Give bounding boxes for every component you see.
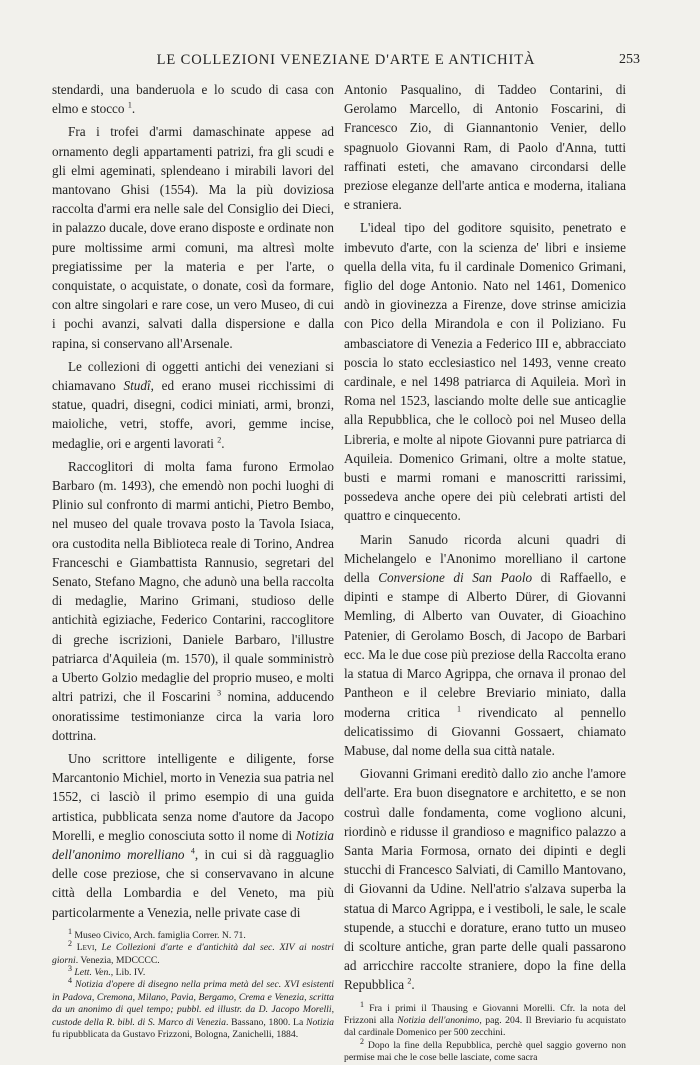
paragraph: Uno scrittore intelligente e diligente, forse Marcantonio Michiel, morto in Venezia sua patria nel 1552, ci lasciò il primo esempio di una guida artistica, pubblicata senza nome d'autore da Jacopo Morelli, e meglio conosciuta sotto il nome di Notizia dell'anonimo morelliano $^4$, in cui si dà ragguaglio delle cose preziose, che si conservavano in alcune città della Lombardia e del Veneto, ma più particolarmente a Venezia, nelle private case di — [52, 750, 335, 920]
footnotes — [52, 926, 335, 1042]
paragraph: Antonio Pasqualino, di Taddeo Contarini, di Gerolamo Marcello, di Antonio Foscarini, di Francesco Zio, di Giannantonio Venier, dello spagnuolo Giovanni Ram, di Paolo d'Anna, tutti raffinati esteti, che amavano circondarsi delle preziose eleganze dell'arte antica e moderna, italiana e straniera. — [344, 82, 626, 213]
left-column — [52, 80, 334, 1041]
paragraph: L'ideal tipo del goditore squisito, penetrato e imbevuto d'arte, con la scienza de' libri e insieme quella della vita, fu il cardinale Domenico Grimani, figlio del doge Antonio. Nato nel 1461, Domenico andò in giovinezza a Firenze, dove strinse amicizia con Pico della Mirandola e con il Poliziano. Fu ambasciatore di Venezia a Federico III e, abbracciato poscia lo stato ecclesiastico nel 1493, venne creato cardinale, e nel 1498 patriarca di Aquileia. Morì in Roma nel 1523, lasciando molte delle sue anticaglie alla Repubblica, che le collocò poi nel Museo della Libreria, e molte al nipote Giovanni pure patriarca di Aquileia. Domenico Grimani, oltre a molte statue, busti e marmi romani e manoscritti rarissimi, possedeva anche opere dei più celebrati artisti del quattro e cinquecento. — [344, 220, 626, 524]
footnote: $^1$ Museo Civico, Arch. famiglia Correr. N. 71. — [68, 926, 246, 941]
footnotes — [344, 999, 626, 1065]
paragraph: Fra i trofei d'armi damaschinate appese ad ornamento degli appartamenti patrizi, fra gli scudi e gli elmi ageminati, splendeano i mirabili lavori del mantovano Ghisi (1554). Ma la più doviziosa raccolta d'armi era nelle sale del Consiglio dei Dieci, in palazzo ducale, dove erano disposte e ordinate non pure moltissime armi comuni, ma altresì molte pregiatissime per la materia e per l'arte, o conquistate, o acquistate, o donate, così da formare, con altre singolari e rare cose, un vero Museo, di cui i pochi avanzi, salvati dalla dispersione e dalla rapina, si conservano all'Arsenale. — [52, 124, 334, 351]
footnote: $^4$ Notizia d'opere di disegno nella prima metà del sec. XVI esistenti in Padova, Cremona, Milano, Pavia, Bergamo, Crema e Venezia, scritta da un anonimo di quel tempo; pubbl. ed illustr. da D. Jacopo Morelli, custode della R. bibl. di S. Marco di Venezia. Bassano, 1800. La Notizia fu ripubblicata da Gustavo Frizzoni, Bologna, Zanichelli, 1884. — [52, 976, 335, 1040]
footnote: $^1$ Fra i primi il Thausing e Giovanni Morelli. Cfr. la nota del Frizzoni alla Notizia dell'anonimo, pag. 204. Il Breviario fu acquistato dal cardinale Domenico per 500 zecchini. — [344, 999, 626, 1039]
page-header — [52, 52, 640, 74]
right-column — [344, 80, 626, 1065]
footnote-ref[interactable]: 2 — [217, 435, 222, 445]
footnote-ref[interactable]: 1 — [456, 704, 461, 714]
footnote-ref[interactable]: 3 — [217, 688, 222, 698]
footnote: $^2$ Dopo la fine della Repubblica, perchè quel saggio governo non permise mai che le cose belle lasciate, come sacra — [344, 1036, 626, 1064]
paragraph: stendardi, una banderuola e lo scudo di casa con elmo e stocco $^1$. — [52, 82, 334, 117]
footnote: $^2$ Levi, Le Collezioni d'arte e d'antichità dal sec. XIV ai nostri giorni. Venezia, MDCCCC. — [52, 938, 334, 966]
paragraph: Le collezioni di oggetti antichi dei veneziani si chiamavano Studî, ed erano musei ricchissimi di statue, quadri, disegni, codici miniati, armi, bronzi, maioliche, vetri, stoffe, avori, gemme incise, medaglie, ori e argenti lavorati $^2$. — [52, 358, 334, 451]
footnote-ref[interactable]: 4 — [190, 846, 195, 856]
page-number: 253 — [619, 52, 640, 67]
paragraph: Marin Sanudo ricorda alcuni quadri di Michelangelo e l'Anonimo morelliano il cartone della Conversione di San Paolo di Raffaello, e dipinti e stampe di Alberto Dürer, di Giovanni Memling, di Alberto van Ouvater, di Gioachino Patenier, di Gerolamo Bosch, di Jacopo de Barbari ecc. Ma le due cose più preziose della Raccolta erano la statua di Marco Agrippa, che ornava il pronao del Pantheon e il celebre Breviario miniato, dalla moderna critica $^1$ rivendicato al pennello delicatissimo di Giovanni Gossaert, chiamato Mabuse, dal nome della sua città natale. — [344, 531, 627, 758]
footnote-ref[interactable]: 1 — [127, 100, 132, 110]
paragraph: Raccoglitori di molta fama furono Ermolao Barbaro (m. 1493), che emendò non pochi luoghi di Plinio sul confronto di marmi antichi, Pietro Bembo, nel museo del quale trovava posto la Tavola Isiaca, ora custodita nella Biblioteca reale di Torino, Andrea Franceschi e Giambattista Rannusio, segretari del Senato, Stefano Magno, che adunò una bella raccolta di medaglie, Marino Grimani, studioso delle antichità egiziache, Federico Contarini, raccoglitore di greche iscrizioni, Daniele Barbaro, l'illustre patriarca d'Aquileia (m. 1570), il quale somministrò a Uberto Golzio medaglie del proprio museo, e molti altri patrizi, che il Foscarini $^3$ nomina, adducendo onoratissime testimonianze circa la varia loro dottrina. — [52, 458, 334, 743]
paragraph: Giovanni Grimani ereditò dallo zio anche l'amore dell'arte. Era buon disegnatore e architetto, e se non costruì dalle fondamenta, come vogliono alcuni, riordinò e ridusse il grandioso e magnifico palazzo a Santa Maria Formosa, ornato dei dipinti e degli stucchi di Francesco Salviati, di Camillo Mantovano, di Giovanni da Udine. Nell'atrio s'alzava superba la statua di Marco Agrippa, e i vestiboli, le sale, le scale stupende, a stucchi e dorature, erano tutto un museo di scolture antiche, gran parte delle quali passarono ad arricchire raccolte straniere, dopo la fine della Repubblica $^2$. — [344, 766, 626, 993]
footnote-ref[interactable]: 2 — [407, 976, 412, 986]
footnote: $^3$ Lett. Ven., Lib. IV. — [68, 963, 146, 978]
running-title: LE COLLEZIONI VENEZIANE D'ARTE E ANTICHITÀ — [156, 52, 536, 68]
